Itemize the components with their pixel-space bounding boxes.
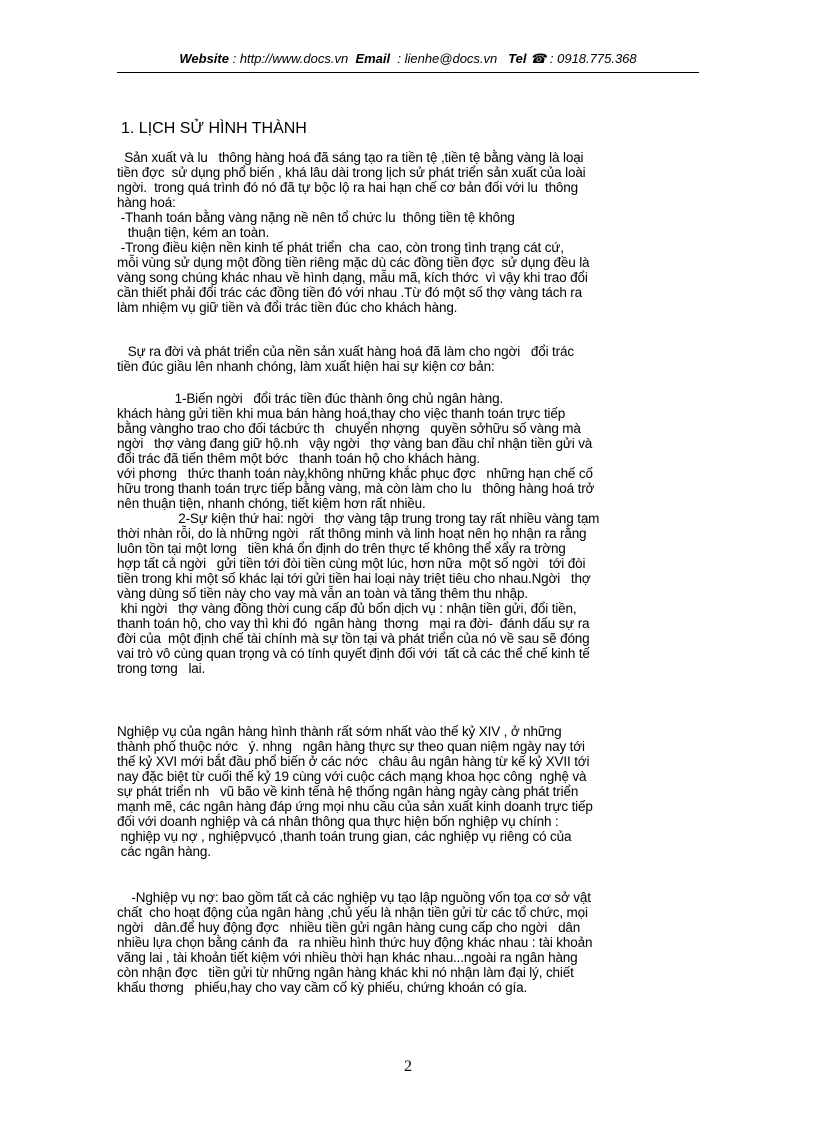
email-value: : lienhe@docs.vn xyxy=(397,51,498,66)
paragraph-two-events: Sự ra đời và phát triển của nền sản xuất hàng hoá đã làm cho ngời đổi trác tiền đúc giầu lên nhanh chóng, làm xuất hiện hai sự kiện cơ bản: xyxy=(117,344,574,374)
website-value: : http://www.docs.vn xyxy=(232,51,349,66)
tel-label: Tel xyxy=(508,51,527,66)
paragraph-history-intro: Sản xuất và lu thông hàng hoá đã sáng tạo ra tiền tệ ,tiền tệ bằng vàng là loại tiền đợc sử dụng phổ biến , khá lâu dài trong lịch sử phát triển sản xuất của loài ngời. trong quá trình đó nó đã tự bộc lộ ra hai hạn chế cơ bản đối với lu thông hàng hoá: -Thanh toán bằng vàng nặng nề nên tổ chức lu thông tiền tệ không thuận tiện, kém an toàn. -Trong điều kiện nền kinh tế phát triển cha cao, còn trong tình trạng cát cứ, mỗi vùng sử dụng một đồng tiền riêng mặc dù các đồng tiền đợc sử dụng đều là vàng song chúng khác nhau về hình dạng, mẫu mã, kích thớc vì vậy khi trao đổi cần thiết phải đổi trác các đồng tiền đó với nhau .Từ đó một số thợ vàng tách ra làm nhiệm vụ giữ tiền và đổi trác tiền đúc cho khách hàng. xyxy=(117,150,590,315)
section-title: 1. LỊCH SỬ HÌNH THÀNH xyxy=(121,120,307,137)
paragraph-liabilities: -Nghiệp vụ nợ: bao gồm tất cả các nghiệp vụ tạo lập nguồng vốn tọa cơ sở vật chất cho hoạt động của ngân hàng ,chủ yếu là nhận tiền gửi từ các tổ chức, mọi ngời dân.để huy động đợc nhiều tiền gửi ngân hàng cung cấp cho ngời dân nhiều lựa chọn bằng cánh đa ra nhiều hình thức huy động khác nhau : tài khoản vãng lai , tài khoản tiết kiệm với nhiều thời hạn khác nhau...ngoài ra ngân hàng còn nhận đợc tiền gửi từ những ngân hàng khác khi nó nhận làm đại lý, chiết khấu thơng phiếu,hay cho vay cầm cố kỳ phiếu, chứng khoán có gía. xyxy=(117,890,593,995)
phone-icon: ☎ xyxy=(530,51,547,66)
page-header xyxy=(0,51,816,67)
page-number: 2 xyxy=(404,1058,412,1075)
tel-value: : 0918.775.368 xyxy=(549,51,637,66)
email-label: Email xyxy=(355,51,391,66)
paragraph-banking-operations: Nghiệp vụ của ngân hàng hình thành rất sớm nhất vào thế kỷ XIV , ở những thành phố thuộc nớc ý. nhng ngân hàng thực sự theo quan niệm ngày nay tới thế kỷ XVI mới bắt đầu phổ biến ở các nớc châu âu ngân hàng từ kế kỷ XVII tới nay đặc biệt từ cuối thế kỷ 19 cùng với cuộc cách mạng khoa học công nghệ và sự phát triển nh vũ bão về kinh tếnà hệ thống ngân hàng ngày càng phát triển mạnh mẽ, các ngân hàng đáp ứng mọi nhu cầu của sản xuất kinh doanh trực tiếp đối với doanh nghiệp và cá nhân thông qua thực hiện bốn nghiệp vụ chính : nghiệp vụ nợ , nghiệpvụcó ,thanh toán trung gian, các nghiệp vụ riêng có của các ngân hàng. xyxy=(117,724,593,859)
website-label: Website xyxy=(179,51,229,66)
header-divider xyxy=(117,72,699,73)
paragraph-events-detail: 1-Biến ngời đổi trác tiền đúc thành ông chủ ngân hàng. khách hàng gửi tiền khi mua bán hàng hoá,thay cho việc thanh toán trực tiếp bằng vàngho trao cho đối tácbức th chuyển nhợng quyền sởhữu số vàng mà ngời thợ vàng đang giữ hộ.nh vậy ngời thợ vàng ban đầu chỉ nhận tiền gửi và đổi trác đã tiến thêm một bớc thanh toán hộ cho khách hàng. với phơng thức thanh toán này,không những khắc phục đợc những hạn chế cố hữu trong thanh toán trực tiếp bằng vàng, mà còn làm cho lu thông hàng hoá trở nên thuận tiện, nhanh chóng, tiết kiệm hơn rất nhiều. 2-Sự kiện thứ hai: ngời thợ vàng tập trung trong tay rất nhiều vàng tạm thời nhàn rỗi, do là những ngời rất thông minh và linh hoạt nên họ nhận ra rằng luôn tồn tại một lơng tiền khá ổn định do trên thực tế không thể xẩy ra trờng hợp tất cả ngời gửi tiền tới đòi tiền cùng một lúc, hơn nữa một số ngời tới đòi tiền trong khi một số khác lại tới gửi tiền hai loại này triệt tiêu cho nhau.Ngời thợ vàng dùng số tiền này cho vay mà vẫn an toàn và tăng thêm thu nhập. khi ngời thợ vàng đồng thời cung cấp đủ bốn dịch vụ : nhận tiền gửi, đổi tiền, thanh toán hộ, cho vay thì khi đó ngân hàng thơng mại ra đời- đánh dấu sự ra đời của một định chế tài chính mà sự tồn tại và phát triển của nó về sau sẽ đóng vai trò vô cùng quan trọng và có tính quyết định đối với tất cả các thể chế kinh tế trong tơng lai. xyxy=(117,391,600,676)
